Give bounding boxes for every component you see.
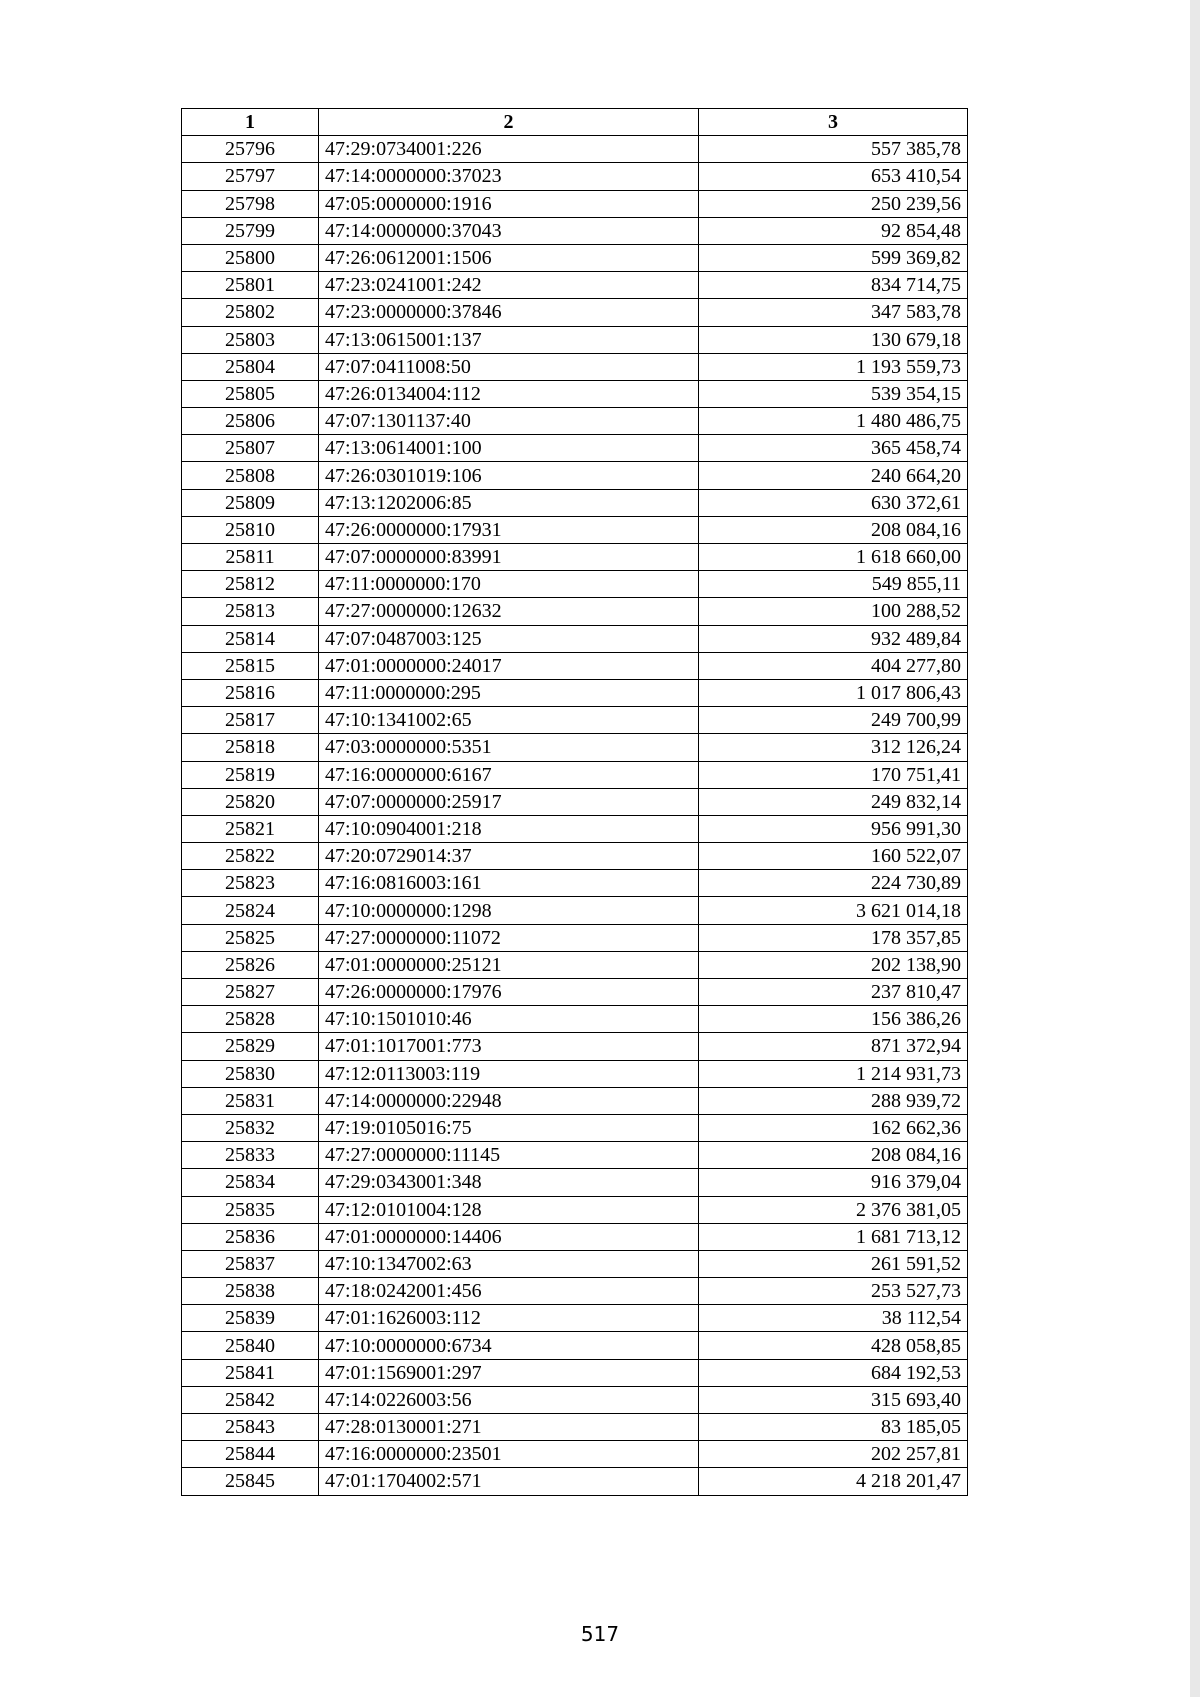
value-cell: 956 991,30: [699, 815, 968, 842]
row-number-cell: 25840: [182, 1332, 319, 1359]
table-row: [182, 1441, 968, 1468]
table-row: [182, 408, 968, 435]
table-row: [182, 924, 968, 951]
table-row: [182, 326, 968, 353]
value-cell: 208 084,16: [699, 1142, 968, 1169]
column-header: 2: [319, 109, 699, 136]
table-row: [182, 217, 968, 244]
table-row: [182, 190, 968, 217]
table-row: [182, 571, 968, 598]
value-cell: 83 185,05: [699, 1414, 968, 1441]
value-cell: 1 193 559,73: [699, 353, 968, 380]
value-cell: 288 939,72: [699, 1087, 968, 1114]
row-number-cell: 25841: [182, 1359, 319, 1386]
value-cell: 653 410,54: [699, 163, 968, 190]
cadastral-number-cell: 47:26:0301019:106: [319, 462, 699, 489]
cadastral-number-cell: 47:05:0000000:1916: [319, 190, 699, 217]
value-cell: 312 126,24: [699, 734, 968, 761]
cadastral-number-cell: 47:01:1569001:297: [319, 1359, 699, 1386]
table-row: [182, 1332, 968, 1359]
value-cell: 224 730,89: [699, 870, 968, 897]
row-number-cell: 25819: [182, 761, 319, 788]
table-row: [182, 462, 968, 489]
row-number-cell: 25830: [182, 1060, 319, 1087]
cadastral-number-cell: 47:16:0000000:6167: [319, 761, 699, 788]
table-row: [182, 1196, 968, 1223]
row-number-cell: 25816: [182, 679, 319, 706]
table-row: [182, 625, 968, 652]
cadastral-number-cell: 47:12:0101004:128: [319, 1196, 699, 1223]
value-cell: 347 583,78: [699, 299, 968, 326]
row-number-cell: 25837: [182, 1250, 319, 1277]
cadastral-number-cell: 47:07:0487003:125: [319, 625, 699, 652]
cadastral-number-cell: 47:01:0000000:14406: [319, 1223, 699, 1250]
cadastral-number-cell: 47:14:0226003:56: [319, 1386, 699, 1413]
value-cell: 160 522,07: [699, 843, 968, 870]
cadastral-number-cell: 47:23:0241001:242: [319, 272, 699, 299]
cadastral-number-cell: 47:27:0000000:11145: [319, 1142, 699, 1169]
table-row: [182, 544, 968, 571]
value-cell: 261 591,52: [699, 1250, 968, 1277]
row-number-cell: 25822: [182, 843, 319, 870]
cadastral-number-cell: 47:26:0000000:17976: [319, 979, 699, 1006]
row-number-cell: 25800: [182, 244, 319, 271]
value-cell: 253 527,73: [699, 1278, 968, 1305]
table-row: [182, 707, 968, 734]
row-number-cell: 25842: [182, 1386, 319, 1413]
table-row: [182, 1169, 968, 1196]
value-cell: 2 376 381,05: [699, 1196, 968, 1223]
cadastral-number-cell: 47:28:0130001:271: [319, 1414, 699, 1441]
row-number-cell: 25818: [182, 734, 319, 761]
table-row: [182, 788, 968, 815]
cadastral-number-cell: 47:01:1626003:112: [319, 1305, 699, 1332]
value-cell: 92 854,48: [699, 217, 968, 244]
cadastral-number-cell: 47:07:0000000:83991: [319, 544, 699, 571]
row-number-cell: 25828: [182, 1006, 319, 1033]
row-number-cell: 25798: [182, 190, 319, 217]
table-row: [182, 1468, 968, 1495]
cadastral-number-cell: 47:10:0000000:6734: [319, 1332, 699, 1359]
value-cell: 315 693,40: [699, 1386, 968, 1413]
cadastral-number-cell: 47:10:1347002:63: [319, 1250, 699, 1277]
value-cell: 428 058,85: [699, 1332, 968, 1359]
table-row: [182, 1278, 968, 1305]
cadastral-number-cell: 47:14:0000000:22948: [319, 1087, 699, 1114]
row-number-cell: 25813: [182, 598, 319, 625]
row-number-cell: 25814: [182, 625, 319, 652]
value-cell: 599 369,82: [699, 244, 968, 271]
row-number-cell: 25803: [182, 326, 319, 353]
table-row: [182, 652, 968, 679]
value-cell: 249 832,14: [699, 788, 968, 815]
value-cell: 208 084,16: [699, 516, 968, 543]
cadastral-number-cell: 47:13:0615001:137: [319, 326, 699, 353]
row-number-cell: 25833: [182, 1142, 319, 1169]
row-number-cell: 25797: [182, 163, 319, 190]
row-number-cell: 25808: [182, 462, 319, 489]
table-row: [182, 1359, 968, 1386]
cadastral-number-cell: 47:13:1202006:85: [319, 489, 699, 516]
row-number-cell: 25815: [182, 652, 319, 679]
table-row: [182, 244, 968, 271]
table-row: [182, 1060, 968, 1087]
row-number-cell: 25817: [182, 707, 319, 734]
table-row: [182, 870, 968, 897]
row-number-cell: 25802: [182, 299, 319, 326]
table-row: [182, 136, 968, 163]
table-row: [182, 979, 968, 1006]
row-number-cell: 25810: [182, 516, 319, 543]
cadastral-number-cell: 47:14:0000000:37023: [319, 163, 699, 190]
cadastral-number-cell: 47:18:0242001:456: [319, 1278, 699, 1305]
cadastral-number-cell: 47:23:0000000:37846: [319, 299, 699, 326]
table-row: [182, 353, 968, 380]
value-cell: 202 138,90: [699, 951, 968, 978]
table-row: [182, 761, 968, 788]
value-cell: 250 239,56: [699, 190, 968, 217]
table-row: [182, 734, 968, 761]
row-number-cell: 25812: [182, 571, 319, 598]
cadastral-number-cell: 47:07:0411008:50: [319, 353, 699, 380]
table-row: [182, 1033, 968, 1060]
value-cell: 240 664,20: [699, 462, 968, 489]
value-cell: 916 379,04: [699, 1169, 968, 1196]
value-cell: 684 192,53: [699, 1359, 968, 1386]
row-number-cell: 25809: [182, 489, 319, 516]
value-cell: 834 714,75: [699, 272, 968, 299]
value-cell: 4 218 201,47: [699, 1468, 968, 1495]
row-number-cell: 25839: [182, 1305, 319, 1332]
table-body: [182, 136, 968, 1495]
table-row: [182, 1386, 968, 1413]
cadastral-number-cell: 47:26:0000000:17931: [319, 516, 699, 543]
value-cell: 1 618 660,00: [699, 544, 968, 571]
table-row: [182, 1250, 968, 1277]
value-cell: 1 017 806,43: [699, 679, 968, 706]
table-row: [182, 843, 968, 870]
page-edge: [1190, 0, 1200, 1697]
column-header: 1: [182, 109, 319, 136]
value-cell: 871 372,94: [699, 1033, 968, 1060]
cadastral-number-cell: 47:10:0000000:1298: [319, 897, 699, 924]
row-number-cell: 25811: [182, 544, 319, 571]
row-number-cell: 25823: [182, 870, 319, 897]
row-number-cell: 25805: [182, 380, 319, 407]
cadastral-number-cell: 47:27:0000000:12632: [319, 598, 699, 625]
table-row: [182, 1142, 968, 1169]
cadastral-number-cell: 47:20:0729014:37: [319, 843, 699, 870]
table-row: [182, 679, 968, 706]
value-cell: 130 679,18: [699, 326, 968, 353]
value-cell: 557 385,78: [699, 136, 968, 163]
cadastral-number-cell: 47:11:0000000:170: [319, 571, 699, 598]
value-cell: 202 257,81: [699, 1441, 968, 1468]
table-row: [182, 299, 968, 326]
cadastral-number-cell: 47:29:0343001:348: [319, 1169, 699, 1196]
cadastral-number-cell: 47:29:0734001:226: [319, 136, 699, 163]
cadastral-number-cell: 47:01:0000000:25121: [319, 951, 699, 978]
value-cell: 170 751,41: [699, 761, 968, 788]
table-row: [182, 380, 968, 407]
page-number: 517: [580, 1622, 620, 1646]
row-number-cell: 25829: [182, 1033, 319, 1060]
value-cell: 1 681 713,12: [699, 1223, 968, 1250]
cadastral-number-cell: 47:01:0000000:24017: [319, 652, 699, 679]
cadastral-number-cell: 47:14:0000000:37043: [319, 217, 699, 244]
row-number-cell: 25801: [182, 272, 319, 299]
value-cell: 1 214 931,73: [699, 1060, 968, 1087]
table-row: [182, 1087, 968, 1114]
row-number-cell: 25807: [182, 435, 319, 462]
cadastral-number-cell: 47:16:0816003:161: [319, 870, 699, 897]
cadastral-number-cell: 47:11:0000000:295: [319, 679, 699, 706]
row-number-cell: 25827: [182, 979, 319, 1006]
row-number-cell: 25820: [182, 788, 319, 815]
cadastral-number-cell: 47:26:0134004:112: [319, 380, 699, 407]
cadastral-number-cell: 47:07:0000000:25917: [319, 788, 699, 815]
row-number-cell: 25832: [182, 1114, 319, 1141]
cadastral-number-cell: 47:07:1301137:40: [319, 408, 699, 435]
row-number-cell: 25843: [182, 1414, 319, 1441]
value-cell: 365 458,74: [699, 435, 968, 462]
column-header: 3: [699, 109, 968, 136]
value-cell: 249 700,99: [699, 707, 968, 734]
value-cell: 549 855,11: [699, 571, 968, 598]
cadastral-number-cell: 47:10:1501010:46: [319, 1006, 699, 1033]
row-number-cell: 25806: [182, 408, 319, 435]
table-row: [182, 897, 968, 924]
row-number-cell: 25834: [182, 1169, 319, 1196]
cadastral-number-cell: 47:16:0000000:23501: [319, 1441, 699, 1468]
row-number-cell: 25821: [182, 815, 319, 842]
row-number-cell: 25835: [182, 1196, 319, 1223]
table-row: [182, 163, 968, 190]
row-number-cell: 25825: [182, 924, 319, 951]
cadastral-number-cell: 47:10:0904001:218: [319, 815, 699, 842]
table-row: [182, 272, 968, 299]
table-row: [182, 598, 968, 625]
row-number-cell: 25845: [182, 1468, 319, 1495]
table-row: [182, 489, 968, 516]
table-row: [182, 951, 968, 978]
table-row: [182, 815, 968, 842]
cadastral-number-cell: 47:01:1704002:571: [319, 1468, 699, 1495]
table-header-row: [182, 109, 968, 136]
value-cell: 539 354,15: [699, 380, 968, 407]
cadastral-number-cell: 47:12:0113003:119: [319, 1060, 699, 1087]
cadastral-number-cell: 47:10:1341002:65: [319, 707, 699, 734]
value-cell: 156 386,26: [699, 1006, 968, 1033]
value-cell: 162 662,36: [699, 1114, 968, 1141]
data-table: [181, 108, 968, 1496]
row-number-cell: 25799: [182, 217, 319, 244]
row-number-cell: 25796: [182, 136, 319, 163]
value-cell: 38 112,54: [699, 1305, 968, 1332]
value-cell: 3 621 014,18: [699, 897, 968, 924]
row-number-cell: 25804: [182, 353, 319, 380]
value-cell: 100 288,52: [699, 598, 968, 625]
cadastral-number-cell: 47:01:1017001:773: [319, 1033, 699, 1060]
cadastral-number-cell: 47:03:0000000:5351: [319, 734, 699, 761]
table-row: [182, 1414, 968, 1441]
row-number-cell: 25831: [182, 1087, 319, 1114]
table-row: [182, 1114, 968, 1141]
table-row: [182, 1223, 968, 1250]
cadastral-number-cell: 47:26:0612001:1506: [319, 244, 699, 271]
table-row: [182, 435, 968, 462]
cadastral-number-cell: 47:13:0614001:100: [319, 435, 699, 462]
value-cell: 237 810,47: [699, 979, 968, 1006]
cadastral-number-cell: 47:27:0000000:11072: [319, 924, 699, 951]
cadastral-number-cell: 47:19:0105016:75: [319, 1114, 699, 1141]
value-cell: 932 489,84: [699, 625, 968, 652]
table-row: [182, 1305, 968, 1332]
value-cell: 630 372,61: [699, 489, 968, 516]
value-cell: 178 357,85: [699, 924, 968, 951]
value-cell: 1 480 486,75: [699, 408, 968, 435]
table-row: [182, 516, 968, 543]
row-number-cell: 25836: [182, 1223, 319, 1250]
row-number-cell: 25824: [182, 897, 319, 924]
table-row: [182, 1006, 968, 1033]
row-number-cell: 25838: [182, 1278, 319, 1305]
row-number-cell: 25826: [182, 951, 319, 978]
row-number-cell: 25844: [182, 1441, 319, 1468]
value-cell: 404 277,80: [699, 652, 968, 679]
